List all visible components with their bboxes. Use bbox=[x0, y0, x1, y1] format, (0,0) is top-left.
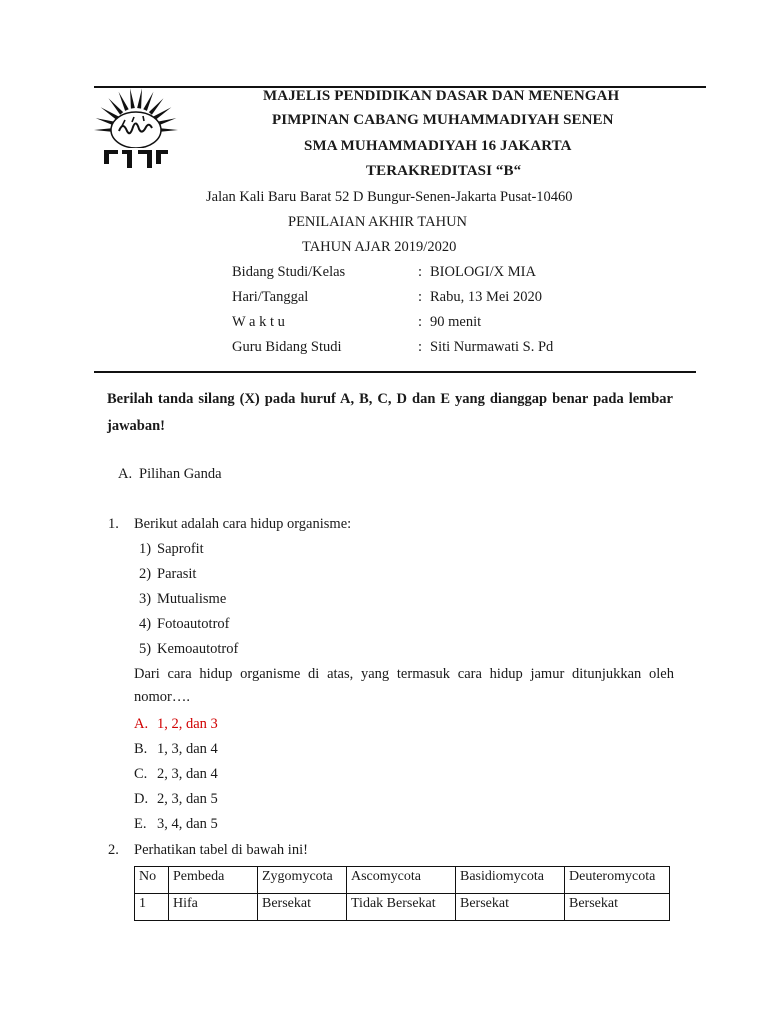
table-header-cell: Basidiomycota bbox=[456, 867, 565, 894]
option-letter-correct: A. bbox=[134, 716, 149, 732]
list-item: Saprofit bbox=[157, 541, 204, 557]
table-cell: Bersekat bbox=[258, 894, 347, 921]
header-line-1: MAJELIS PENDIDIKAN DASAR DAN MENENGAH bbox=[263, 88, 620, 104]
table-header-cell: Zygomycota bbox=[258, 867, 347, 894]
info-value: BIOLOGI/X MIA bbox=[430, 264, 536, 280]
question-text: Dari cara hidup organisme di atas, yang termasuk cara hidup jamur ditunjukkan oleh nomor…. bbox=[134, 666, 674, 705]
header-line-3: SMA MUHAMMADIYAH 16 JAKARTA bbox=[304, 138, 572, 154]
info-label: W a k t u bbox=[232, 314, 285, 330]
option: 1, 3, dan 4 bbox=[157, 741, 218, 757]
info-label: Bidang Studi/Kelas bbox=[232, 264, 346, 280]
table-cell: Bersekat bbox=[456, 894, 565, 921]
table-header-cell: No bbox=[135, 867, 169, 894]
list-item: Kemoautotrof bbox=[157, 641, 239, 657]
option-letter: C. bbox=[134, 766, 148, 782]
question-number: 1. bbox=[108, 516, 119, 532]
table-cell: Bersekat bbox=[565, 894, 670, 921]
fungi-comparison-table bbox=[134, 866, 670, 921]
question-stem: Perhatikan tabel di bawah ini! bbox=[134, 842, 308, 858]
info-separator: : bbox=[418, 264, 423, 280]
info-separator: : bbox=[418, 339, 423, 355]
header-line-2: PIMPINAN CABANG MUHAMMADIYAH SENEN bbox=[272, 112, 614, 128]
question-stem: Berikut adalah cara hidup organisme: bbox=[134, 516, 352, 532]
info-value: 90 menit bbox=[430, 314, 482, 330]
info-separator: : bbox=[418, 314, 423, 330]
table-cell: Hifa bbox=[169, 894, 258, 921]
list-item-number: 3) bbox=[139, 591, 152, 607]
option-letter: E. bbox=[134, 816, 147, 832]
question-number: 2. bbox=[108, 842, 119, 858]
instruction-text: Berilah tanda silang (X) pada huruf A, B, C, D dan E yang dianggap benar pada lembar jawaban! bbox=[107, 391, 673, 434]
table-cell: Tidak Bersekat bbox=[347, 894, 456, 921]
list-item-number: 5) bbox=[139, 641, 152, 657]
list-item-number: 1) bbox=[139, 541, 152, 557]
option: 2, 3, dan 5 bbox=[157, 791, 218, 807]
info-separator: : bbox=[418, 289, 423, 305]
table-header-cell: Deuteromycota bbox=[565, 867, 670, 894]
option-letter: B. bbox=[134, 741, 148, 757]
option: 3, 4, dan 5 bbox=[157, 816, 218, 832]
section-letter: A. bbox=[118, 466, 133, 482]
header-line-4: TERAKREDITASI “B“ bbox=[366, 163, 522, 179]
exam-title: PENILAIAN AKHIR TAHUN bbox=[288, 214, 468, 230]
info-label: Guru Bidang Studi bbox=[232, 339, 342, 355]
muhammadiyah-logo bbox=[92, 88, 180, 172]
section-title: Pilihan Ganda bbox=[139, 466, 222, 482]
option: 2, 3, dan 4 bbox=[157, 766, 218, 782]
school-address: Jalan Kali Baru Barat 52 D Bungur-Senen-Jakarta Pusat-10460 bbox=[206, 189, 573, 205]
option-correct: 1, 2, dan 3 bbox=[157, 716, 218, 732]
list-item-number: 4) bbox=[139, 616, 152, 632]
table-cell: 1 bbox=[135, 894, 169, 921]
table-header-cell: Ascomycota bbox=[347, 867, 456, 894]
table-header-row bbox=[135, 867, 670, 894]
list-item: Fotoautotrof bbox=[157, 616, 230, 632]
list-item: Mutualisme bbox=[157, 591, 227, 607]
info-value: Rabu, 13 Mei 2020 bbox=[430, 289, 542, 305]
info-value: Siti Nurmawati S. Pd bbox=[430, 339, 554, 355]
header-separator-rule bbox=[94, 371, 696, 373]
info-label: Hari/Tanggal bbox=[232, 289, 309, 305]
school-year: TAHUN AJAR 2019/2020 bbox=[302, 239, 457, 255]
list-item: Parasit bbox=[157, 566, 197, 582]
table-header-cell: Pembeda bbox=[169, 867, 258, 894]
list-item-number: 2) bbox=[139, 566, 152, 582]
table-row bbox=[135, 894, 670, 921]
option-letter: D. bbox=[134, 791, 149, 807]
